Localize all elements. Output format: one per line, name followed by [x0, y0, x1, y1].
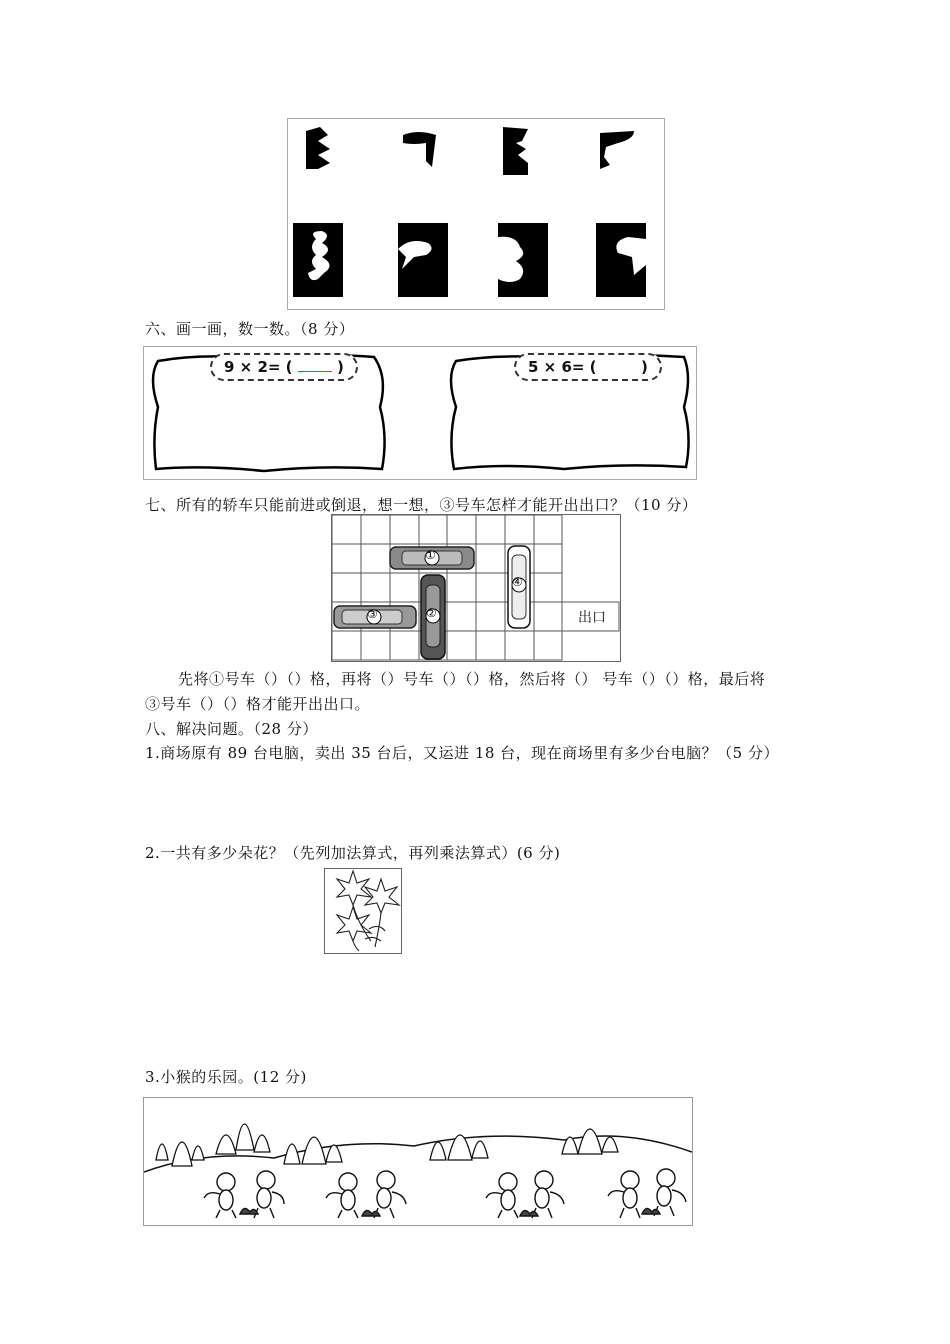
- answer-blank-1[interactable]: [298, 371, 332, 372]
- rocks-1: [240, 1208, 258, 1214]
- flower-2: [365, 879, 399, 947]
- parking-grid-figure: [331, 514, 621, 662]
- car-3-label: ③: [367, 607, 378, 621]
- car-4-label: ④: [512, 575, 523, 589]
- equation-1-close: ): [337, 358, 344, 376]
- square-4: [596, 223, 646, 297]
- section7-answer-line2: ③号车（）（）格才能开出出口。: [145, 695, 371, 713]
- equation-2: [514, 353, 662, 381]
- monkeys: [204, 1169, 686, 1218]
- grid-lines: [332, 515, 619, 660]
- car-1-label: ①: [425, 548, 436, 562]
- tree-group-2: [284, 1137, 342, 1164]
- flower-1: [337, 871, 371, 941]
- flowers-svg: [325, 869, 401, 953]
- monkey-pair-2: [326, 1171, 406, 1218]
- exit-label: 出口: [578, 610, 606, 626]
- equation-1: [210, 353, 358, 381]
- square-1: [293, 223, 343, 297]
- question-2: 2.一共有多少朵花？（先列加法算式，再列乘法算式）(6 分): [145, 844, 561, 862]
- monkey-pair-3: [486, 1171, 564, 1218]
- question-1: 1.商场原有 89 台电脑，卖出 35 台后，又运进 18 台，现在商场里有多少台电脑？（5 分）: [145, 744, 779, 762]
- piece-4: [600, 131, 634, 169]
- section6-title: 六、画一画，数一数。（8 分）: [145, 320, 355, 338]
- monkey-pair-1: [204, 1171, 284, 1218]
- tree-group-4: [562, 1129, 618, 1154]
- draw-count-figure: [143, 346, 697, 480]
- flower-3: [337, 907, 371, 951]
- trees: [156, 1124, 618, 1166]
- equation-2-text: 5 × 6= (: [528, 358, 597, 376]
- equation-1-text: 9 × 2= (: [224, 358, 293, 376]
- piece-1: [306, 127, 330, 169]
- square-3: [498, 223, 548, 297]
- monkey-park-figure: [143, 1097, 693, 1226]
- parking-grid-svg: [332, 515, 620, 661]
- tree-group-3: [430, 1135, 488, 1160]
- car-2-label: ②: [426, 606, 437, 620]
- piece-3: [503, 127, 528, 175]
- shape-matching-figure: [287, 118, 665, 310]
- section7-title: 七、所有的轿车只能前进或倒退，想一想，③号车怎样才能开出出口？（10 分）: [145, 496, 698, 514]
- monkey-park-svg: [144, 1098, 692, 1225]
- tree-group-1: [156, 1124, 270, 1166]
- flowers-figure: [324, 868, 402, 954]
- section7-answer-line1: 先将①号车（）（）格，再将（）号车（）（）格，然后将（） 号车（）（）格，最后将: [178, 670, 766, 688]
- square-2: [398, 223, 448, 297]
- section8-title: 八、解决问题。（28 分）: [145, 720, 318, 738]
- equation-2-close: ): [641, 358, 648, 376]
- leaves: [365, 926, 385, 941]
- question-3: 3.小猴的乐园。(12 分): [145, 1068, 307, 1086]
- monkey-pair-4: [608, 1169, 686, 1218]
- piece-2: [403, 132, 436, 167]
- shape-matching-svg: [288, 119, 664, 309]
